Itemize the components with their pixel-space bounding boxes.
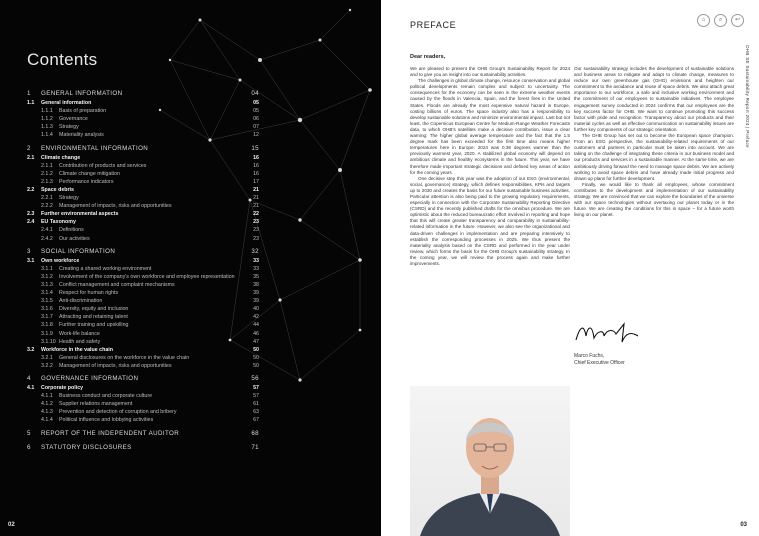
toc-entry-number: 1 [27, 90, 31, 97]
toc-entry-label: EU Taxonomy [41, 219, 76, 226]
toc-entry-label: Performance indicators [59, 178, 114, 185]
toc-entry[interactable] [27, 400, 259, 408]
toc-entry-page: 44 [253, 322, 259, 329]
toc-entry-label: Respect for human rights [59, 290, 119, 296]
toc-entry-page: 32 [251, 247, 259, 255]
header-icons [697, 14, 744, 27]
toc-entry-number: 3.1.2 [41, 273, 53, 280]
toc-entry[interactable] [27, 305, 259, 313]
toc-entry[interactable] [27, 273, 259, 281]
toc-entry-label: Business conduct and corporate culture [59, 393, 153, 400]
toc-entry-label: General disclosures on the workforce in the value chain [59, 354, 190, 361]
toc-entry-label: Further training and upskilling [59, 322, 129, 329]
toc-entry-label: Definitions [59, 227, 84, 234]
page-number-right: 03 [740, 522, 747, 528]
toc-entry-page: 56 [251, 375, 259, 382]
toc-entry-number: 2.2 [27, 186, 35, 193]
toc-entry[interactable] [27, 444, 259, 452]
toc-entry-page: 61 [253, 401, 259, 408]
toc-entry[interactable] [27, 235, 259, 243]
toc-entry[interactable] [27, 99, 259, 107]
toc-entry-page: 68 [251, 429, 259, 437]
paragraph: The challenges in global climate change, resource conservation and global political developments remain complex and subject to uncertainty. The consequences for the economy can be seen in the extreme weather events caused by the floods in Valencia, Spain, and the forest fires in the United States. Floods are already the most expensive natural hazard in Europe, costing billions of euros. The space industry also has a responsibility to develop sustainable solutions and minimize environmental impact. Last but not least, the Copernicus European Centre for Medium-Range Weather Forecasts data, to which OHB's satellites make a decisive contribution, issue a clear warning: The higher global average temperature and the fact that the 1.5 degree mark has been exceeded for the first time also means higher temperatures here in Europe: 2024 was 0.38 degrees warmer than the previously warmest year, 2020. A stabilized global economy will depend on ambitious climate and healthy ecosystems in the future. This year, we have therefore made important strategic decisions and defined key areas of action for the coming years. [410, 78, 570, 175]
toc-entry-page: 50 [253, 346, 259, 353]
toc-entry-label: Contribution of products and services [59, 162, 147, 169]
toc-entry-number: 3.2.1 [41, 354, 53, 361]
toc-entry-number: 1.1.1 [41, 108, 53, 115]
toc-entry-page: 04 [251, 90, 259, 97]
toc-entry-page: 35 [253, 273, 259, 280]
toc-entry[interactable] [27, 131, 259, 139]
toc-entry[interactable] [27, 154, 259, 162]
toc-entry-page: 39 [253, 298, 259, 305]
signature-image [574, 318, 644, 348]
toc-entry[interactable] [27, 362, 259, 370]
toc-entry-number: 2 [27, 144, 31, 152]
toc-entry-page: 71 [251, 443, 259, 451]
toc-entry-label: Own workforce [41, 257, 80, 264]
toc-entry-label: GENERAL INFORMATION [41, 90, 123, 97]
toc-entry-number: 2.1.2 [41, 170, 53, 177]
toc-entry-label: Management of impacts, risks and opportunities [59, 362, 172, 369]
salutation: Dear readers, [410, 54, 446, 60]
toc-entry-number: 3.1.9 [41, 330, 53, 337]
toc-entry[interactable] [27, 346, 259, 354]
toc-entry-page: 38 [253, 281, 259, 288]
toc-entry-page: 05 [253, 108, 259, 115]
toc-entry-label: General information [41, 100, 92, 106]
toc-entry-label: Materiality analysis [59, 132, 104, 139]
toc-entry-page: 57 [253, 393, 259, 400]
toc-entry-page: 21 [253, 195, 259, 201]
toc-entry-label: Attracting and retaining talent [59, 314, 128, 321]
toc-entry[interactable] [27, 145, 259, 153]
toc-entry-number: 3.1 [27, 257, 35, 264]
toc-entry-label: Climate change [41, 154, 81, 161]
toc-entry-page: 16 [253, 154, 259, 161]
toc-entry-page: 16 [253, 170, 259, 177]
toc-entry-number: 2.4 [27, 219, 35, 226]
toc-entry-label: Further environmental aspects [41, 211, 119, 218]
toc-entry-label: Anti-discrimination [59, 298, 103, 305]
toc-entry-label: SOCIAL INFORMATION [41, 247, 116, 255]
toc-entry[interactable] [27, 416, 259, 424]
toc-entry-number: 2.3 [27, 211, 35, 218]
toc-entry-number: 3.1.10 [41, 338, 56, 345]
toc-entry-label: GOVERNANCE INFORMATION [41, 375, 139, 382]
toc-entry-number: 3.2.2 [41, 362, 53, 369]
toc-entry-page: 07 [253, 124, 259, 131]
signer-title: Chief Executive Officer [574, 360, 625, 366]
toc-entry-number: 3.2 [27, 346, 35, 353]
ceo-portrait [410, 386, 570, 536]
toc-entry-label: Health and safety [59, 338, 101, 345]
toc-entry[interactable] [27, 162, 259, 170]
toc-entry-label: Involvement of the company's own workforce and employee representation [59, 273, 235, 280]
toc-entry-page: 33 [253, 257, 259, 264]
toc-entry[interactable] [27, 170, 259, 178]
toc-entry-number: 3.1.3 [41, 281, 53, 288]
toc-entry-label: Prevention and detection of corruption and bribery [59, 409, 177, 416]
toc-entry-page: 40 [253, 306, 259, 313]
toc-entry[interactable] [27, 375, 259, 383]
toc-entry-number: 2.1 [27, 154, 35, 161]
toc-entry-number: 3.1.8 [41, 322, 53, 329]
preface-column-1 [410, 66, 570, 267]
toc-entry[interactable] [27, 384, 259, 392]
toc-entry-number: 4.1 [27, 385, 35, 391]
toc-entry-page: 42 [253, 314, 259, 321]
toc-entry-number: 2.1.3 [41, 178, 53, 185]
toc-entry-label: Space debris [41, 186, 74, 193]
toc-entry[interactable] [27, 123, 259, 131]
toc-entry-page: 63 [253, 409, 259, 416]
toc-entry-number: 4.1.1 [41, 393, 53, 400]
toc-entry-label: ENVIRONMENTAL INFORMATION [41, 144, 149, 152]
toc-entry-label: Workforce in the value chain [41, 346, 114, 353]
toc-entry-number: 3.1.7 [41, 314, 53, 321]
toc-entry-label: Work-life balance [59, 330, 100, 337]
toc-entry-page: 67 [253, 417, 259, 424]
toc-entry-number: 2.4.2 [41, 235, 53, 242]
signer-block [574, 353, 625, 367]
toc-entry-number: 2.2.1 [41, 195, 53, 201]
toc-entry-label: Governance [59, 116, 88, 123]
toc-entry[interactable] [27, 202, 259, 210]
search-icon[interactable]: ⌕ [714, 14, 727, 27]
paragraph: The OHB Group has set out to become the European space champion. From an ESG perspective, the sustainability-related requirements of our customers and partners in particular must be taken into account. We are taking on the challenge of integrating these criteria in our business model and our products and services in a sustainable manner. At the same time, we are ambitiously driving forward the need to manage space debris. We are actively working to avoid space debris and have already made initial progress and drawn up plans for further development. [574, 133, 734, 181]
toc-entry-page: 21 [253, 203, 259, 210]
toc-entry-number: 2.2.2 [41, 203, 53, 210]
toc-entry-number: 3.1.5 [41, 298, 53, 305]
toc-entry[interactable] [27, 354, 259, 362]
toc-entry-number: 4 [27, 375, 31, 382]
toc-entry-page: 21 [253, 186, 259, 193]
toc-entry-label: Our activities [59, 235, 90, 242]
toc-entry-number: 3.1.6 [41, 306, 53, 313]
toc-entry[interactable] [27, 281, 259, 289]
paragraph: Our sustainability strategy includes the development of sustainable solutions and business areas to mitigate and adapt to climate change, measures to reduce our own greenhouse gas (GHG) emissions and heighten our commitment to the avoidance and reuse of space debris. We also attach great importance to our workforce, a safe and inclusive working environment and the commitment of our employees to sustainable initiatives. The employee engagement survey conducted in 2024 confirms that our employees are the key success factor for OHB. We want to continue promoting this success factor with pride and recognition. Transparency about our products and their material cycles as well as effective communication on sustainability issues are further key components of our strategic orientation. [574, 66, 734, 132]
toc-entry[interactable] [27, 265, 259, 273]
toc-entry-label: REPORT OF THE INDEPENDENT AUDITOR [41, 429, 180, 437]
toc-entry-page: 16 [253, 162, 259, 169]
toc-entry-label: Strategy [59, 124, 79, 131]
toc-entry-number: 6 [27, 443, 31, 451]
back-icon[interactable]: ↩ [731, 14, 744, 27]
toc-entry[interactable] [27, 297, 259, 305]
toc-entry-page: 22 [253, 211, 259, 218]
toc-entry-label: Basis of preparation [59, 108, 107, 115]
toc-entry-page: 46 [253, 330, 259, 337]
paragraph: We are pleased to present the OHB Group's Sustainability Report for 2024 and to give you an insight into our sustainability activities. [410, 66, 570, 78]
toc-entry-page: 57 [253, 385, 259, 391]
toc-entry[interactable] [27, 289, 259, 297]
toc-entry[interactable] [27, 226, 259, 234]
toc-entry-number: 4.1.4 [41, 417, 53, 424]
preface-column-2 [574, 66, 734, 218]
page-number-left: 02 [8, 522, 15, 528]
toc-entry-number: 1.1.3 [41, 124, 53, 131]
toc-entry-number: 1.1 [27, 100, 35, 106]
toc-entry-page: 23 [253, 235, 259, 242]
toc-entry[interactable] [27, 330, 259, 338]
toc-entry-label: Conflict management and complaint mechanisms [59, 281, 175, 288]
sidebar-label: OHB SE Sustainability Report 2024 | Preface [745, 45, 750, 148]
toc-entry-number: 5 [27, 429, 31, 437]
toc-entry[interactable] [27, 392, 259, 400]
toc-entry[interactable] [27, 430, 259, 438]
toc-entry-number: 2.4.1 [41, 227, 53, 234]
signer-name: Marco Fuchs, [574, 353, 605, 359]
home-icon[interactable]: ⌂ [697, 14, 710, 27]
toc-entry-label: Supplier relations management [59, 401, 133, 408]
preface-page [381, 0, 759, 536]
toc-entry-page: 06 [253, 116, 259, 123]
paragraph: Finally, we would like to thank all employees, whose commitment contributes to the development and implementation of our sustainability strategy. We are convinced that we can explore the boundaries of the universe with our space technologies without overtaxing our planet today or in the future. We are creating the conditions for this in space – for a future worth living on our planet. [574, 181, 734, 218]
toc-entry-label: Climate change mitigation [59, 170, 120, 177]
toc-entry[interactable] [27, 408, 259, 416]
toc-entry-page: 50 [253, 362, 259, 369]
toc-entry[interactable] [27, 313, 259, 321]
toc-entry-page: 39 [253, 290, 259, 296]
toc-entry[interactable] [27, 186, 259, 194]
toc-entry[interactable] [27, 338, 259, 346]
toc-entry[interactable] [27, 257, 259, 265]
toc-entry-label: Political influence and lobbying activities [59, 417, 154, 424]
toc-entry[interactable] [27, 194, 259, 202]
toc-entry-number: 3.1.4 [41, 290, 53, 296]
toc-entry-number: 1.1.4 [41, 132, 53, 139]
toc-entry[interactable] [27, 90, 259, 98]
toc-entry-number: 1.1.2 [41, 116, 53, 123]
toc-entry-page: 23 [253, 219, 259, 226]
toc-entry-label: Diversity, equity and inclusion [59, 306, 129, 313]
toc-entry-label: Management of impacts, risks and opportunities [59, 203, 172, 210]
toc-entry-page: 23 [253, 227, 259, 234]
toc-entry-page: 17 [253, 178, 259, 185]
toc-entry[interactable] [27, 321, 259, 329]
toc-entry-label: Strategy [59, 195, 79, 201]
toc-entry-label: Corporate policy [41, 385, 84, 391]
toc-entry-page: 50 [253, 354, 259, 361]
toc-entry-number: 4.1.2 [41, 401, 53, 408]
running-sidebar [745, 45, 755, 245]
toc-entry-page: 15 [251, 144, 259, 152]
toc-entry[interactable] [27, 178, 259, 186]
toc-entry[interactable] [27, 210, 259, 218]
toc-entry-label: Creating a shared working environment [59, 265, 152, 272]
toc-entry[interactable] [27, 248, 259, 256]
toc-entry-page: 47 [253, 338, 259, 345]
toc-entry-number: 2.1.1 [41, 162, 53, 169]
toc-entry-number: 3 [27, 247, 31, 255]
toc-entry[interactable] [27, 107, 259, 115]
paragraph: One decisive step this year was the adoption of our ESG (environmental, social, governance) strategy, which defines responsibilities, KPIs and targets up to 2030 and creates the basis for our future sustainable business activities. Particular attention is also being paid to the growing regulatory requirements, especially in connection with the Corporate Sustainability Reporting Directive (CSRD) and the recently published drafts for the omnibus procedure. We are optimistic about the reduced bureaucratic effort involved in reporting and hope that this will create greater transparency and comparability in sustainability-related information in the future. However, we also see the organizational and data-driven challenges in implementation and are preparing intensively to establish the corresponding processes in 2025. We thus present the materiality analysis based on the CSRD and performed in the year under review, which forms the basis for the OHB Group's sustainability strategy. In the coming year, we will review the process again and make further improvements. [410, 175, 570, 266]
toc-entry-page: 05 [253, 100, 259, 106]
toc-entry[interactable] [27, 218, 259, 226]
toc-entry-page: 12 [253, 132, 259, 139]
toc-entry[interactable] [27, 115, 259, 123]
toc-entry-label: STATUTORY DISCLOSURES [41, 443, 132, 451]
toc-entry-number: 4.1.3 [41, 409, 53, 416]
contents-title: Contents [27, 50, 98, 69]
toc-entry-page: 33 [253, 265, 259, 272]
toc-entry-number: 3.1.1 [41, 265, 53, 272]
preface-heading: PREFACE [410, 20, 457, 30]
